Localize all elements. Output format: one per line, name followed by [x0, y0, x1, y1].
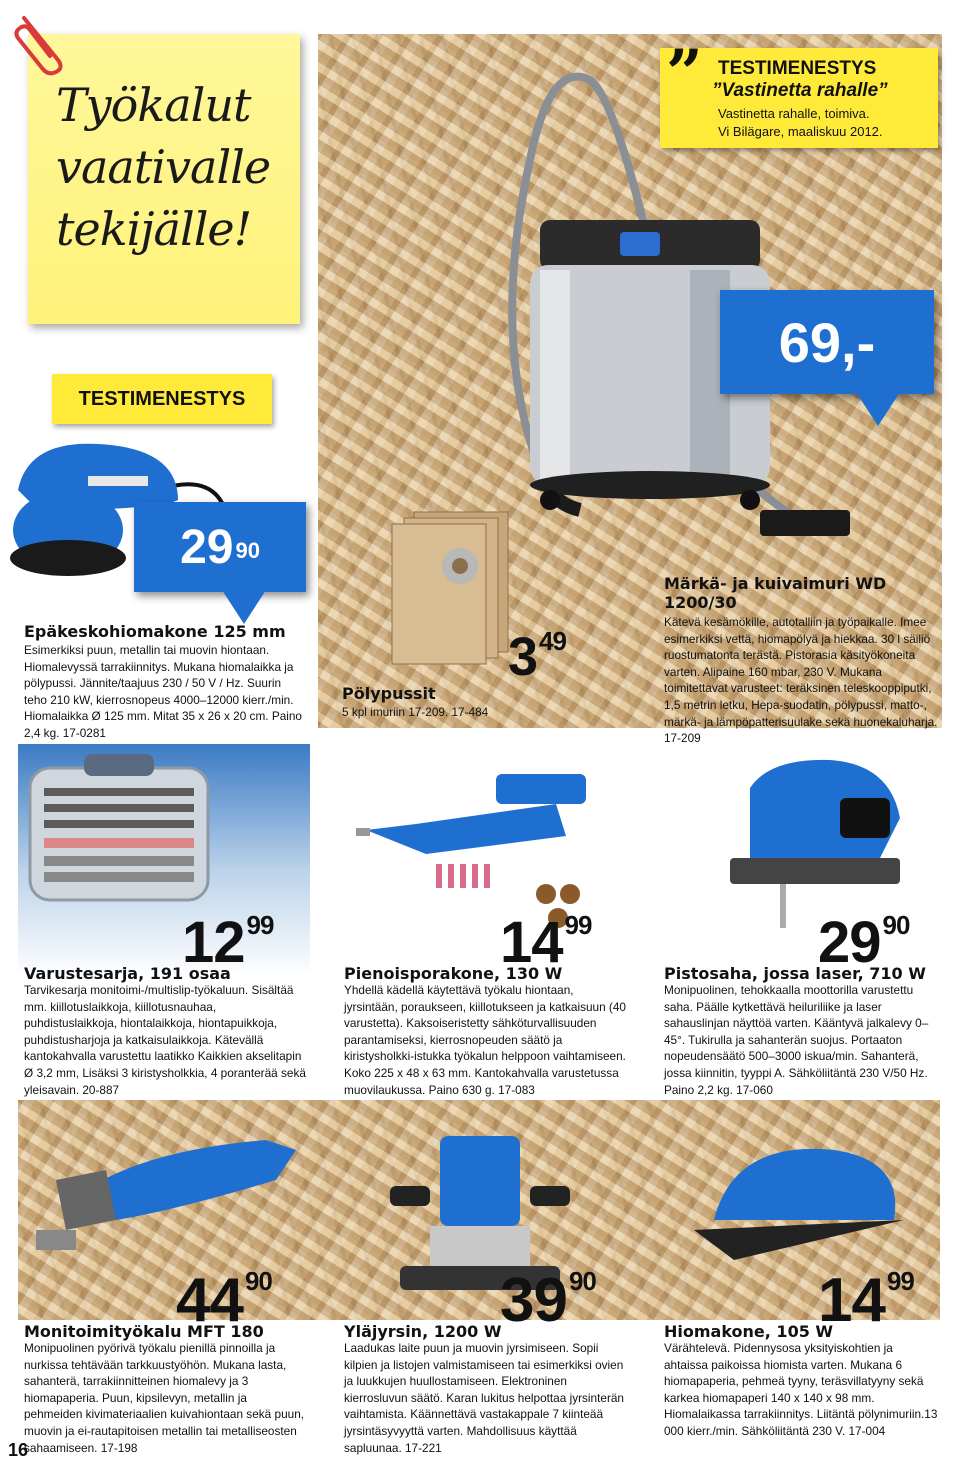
router-description: Laadukas laite puun ja muovin jyrsimiseen. Sopii kilpien ja listojen valmistamiseen tai esimerkiksi ovien ja luukkujen huullostamiseen. Elektroninen kierrosluvun säätö. Karan lukitus helpottaa jyrsinterän vaihtamista. Käännettävä vastakappale 7 kiinteää jyrsintäsyvyyttä varten. Mahdollisuus käyttää sapluunaa. 17-221	[344, 1341, 624, 1455]
testimenestys-badge: TESTIMENESTYS	[52, 374, 272, 424]
quote-title: TESTIMENESTYS	[718, 58, 877, 79]
jigsaw-title: Pistosaha, jossa laser, 710 W	[664, 964, 926, 983]
sander-price-tag	[134, 502, 306, 592]
headline-line-3: tekijälle!	[56, 202, 252, 256]
jigsaw-price-main: 29	[818, 910, 881, 975]
router-title: Yläjyrsin, 1200 W	[344, 1322, 502, 1341]
quote-line-1: Vastinetta rahalle, toimiva.	[718, 106, 870, 121]
vacuum-description: Kätevä kesämökille, autotalliin ja työpaikalle. Imee esimerkiksi vettä, hiomapölyä ja hiekkaa. 30 l säiliö ruostumatonta terästä. Pistorasia käsityökoneita varten. Alipaine 160 mbar, 230 V. Mukana toimitettavat varusteet: teräksinen teleskooppiputki, 1,5 metrin letku, Hepa-suodatin, pölypussi, matto-, märkä- ja lämpöpatterisuulake sekä huonekaluharja. 17-209	[664, 615, 938, 746]
sander-price-cents: 90	[235, 538, 260, 563]
rotary-tool-price-main: 14	[500, 910, 563, 975]
multitool-image	[26, 1110, 316, 1270]
accessory-kit-title: Varustesarja, 191 osaa	[24, 964, 231, 983]
headline-line-2: vaativalle	[56, 140, 271, 194]
accessory-kit-price-main: 12	[182, 910, 245, 975]
detail-sander-image	[674, 1120, 924, 1270]
quote-headline: ”Vastinetta rahalle”	[712, 80, 888, 101]
multitool-price-main: 44	[176, 1266, 243, 1335]
accessory-kit-description: Tarvikesarja monitoimi-/multislip-työkaluun. Sisältää mm. kiillotuslaikkoja, kiillotusnauhaa, puhdistuslaikkoja, hiontalaikkoja, hiontapuikkoja, puhdistusharjoja ja katkaisulaikkoja. Kätevällä kantokahvalla varustettu laatikko Kaikkien akselitapin Ø 3,2 mm, Lisäksi 3 kiristysholkkia, 4 poranterää sekä yleisavain. 20-887	[24, 983, 306, 1097]
page-number: 16	[8, 1440, 29, 1460]
headline-line-1: Työkalut	[56, 78, 251, 132]
rotary-tool-price-cents: 99	[564, 910, 592, 940]
vacuum-price-tag: 69,-	[720, 290, 934, 394]
detail-sander-price-main: 14	[818, 1266, 885, 1335]
detail-sander-price-cents: 99	[886, 1266, 914, 1296]
dust-bags-image	[384, 506, 520, 666]
sander-price-main: 29	[180, 520, 234, 574]
bags-price	[508, 626, 566, 687]
jigsaw-price-cents: 90	[882, 910, 910, 940]
bags-price-main: 3	[508, 627, 538, 687]
detail-sander-title: Hiomakone, 105 W	[664, 1322, 834, 1341]
jigsaw-description: Monipuolinen, tehokkaalla moottorilla varustettu saha. Päälle kytkettävä heiluriliike ja laser sahauslinjan näyttöä varten. Kääntyvä jalkalevy 0–45°. Tukirulla ja sahanterän suojus. Portaaton nopeudensäätö 500–3000 iskua/min. Sahanterä, jossa kiinnitin, tyyppi A. Sähköliitäntä 230 V/50 Hz. Paino 2,2 kg. 17-060	[664, 983, 929, 1097]
quote-line-2: Vi Bilägare, maaliskuu 2012.	[718, 124, 883, 139]
router-price-cents: 90	[568, 1266, 596, 1296]
multitool-price-cents: 90	[244, 1266, 272, 1296]
router-price	[500, 1266, 596, 1335]
bags-title: Pölypussit	[342, 684, 436, 703]
router-price-main: 39	[500, 1266, 567, 1335]
rotary-tool-title: Pienoisporakone, 130 W	[344, 964, 563, 983]
vacuum-title: Märkä- ja kuivaimuri WD 1200/30	[664, 574, 887, 612]
multitool-title: Monitoimityökalu MFT 180	[24, 1322, 264, 1341]
accessory-kit-price-cents: 99	[246, 910, 274, 940]
paperclip-icon	[14, 10, 74, 80]
rotary-tool-description: Yhdellä kädellä käytettävä työkalu hiontaan, jyrsintään, poraukseen, kiillotukseen ja katkaisuun (40 varustetta). Kaksoiseristetty sähköturvallisuuden parantamiseksi, kierrosnopeuden säätö ja kiristysholkki-istukka työkalun helppoon vaihtamiseen. Koko 225 x 48 x 63 mm. Kantokahvalla varustetussa muovilaukussa. Paino 630 g. 17-083	[344, 983, 626, 1097]
vacuum-price-tail	[856, 392, 900, 426]
accessory-case-image	[24, 748, 214, 908]
bags-price-cents: 49	[539, 626, 566, 656]
multitool-description: Monipuolinen pyörivä työkalu pienillä pinnoilla ja nurkissa tehtävään tarkkuustyöhön. Mukana lasta, sahanterä, tarrakiinnitteinen hiomalevy ja 3 hiomapaperia. Puun, kipsilevyn, metallin ja pehmeiden kivimateriaalien kuivahiontaan sekä puun, muovin ja ei-rautapitoisen metallin tai metalliseosten sahaamiseen. 17-198	[24, 1341, 305, 1455]
detail-sander-description: Värähtelevä. Pidennysosa yksityiskohtien ja ahtaissa paikoissa hiomista varten. Mukana 6 hiomapaperia, pehmeä tyyny, teräsvillatyyny sekä karkea hiomapaperi 140 x 140 x 98 mm. Hiomalaikassa tarrakiinnitys. Liitäntä pölynimuriin.13 000 kierr./min. Sähköliitäntä 230 V. 17-004	[664, 1341, 938, 1438]
quote-mark: ”	[666, 36, 703, 111]
sander-price-tail	[222, 590, 266, 624]
sander-description: Esimerkiksi puun, metallin tai muovin hiontaan. Hiomalevyssä tarrakiinnitys. Mukana hiomalaikka ja pölypussi. Jännite/taajuus 230 / 50 V / Hz. Suurin teho 210 kW, kierrosnopeus 4000–12000 kierr./min. Hiomalaikka Ø 125 mm. Mitat 35 x 26 x 20 cm. Paino 2,4 kg. 17-0281	[24, 643, 302, 740]
bags-description: 5 kpl imuriin 17-209. 17-484	[342, 705, 489, 719]
sander-title: Epäkeskohiomakone 125 mm	[24, 622, 286, 641]
